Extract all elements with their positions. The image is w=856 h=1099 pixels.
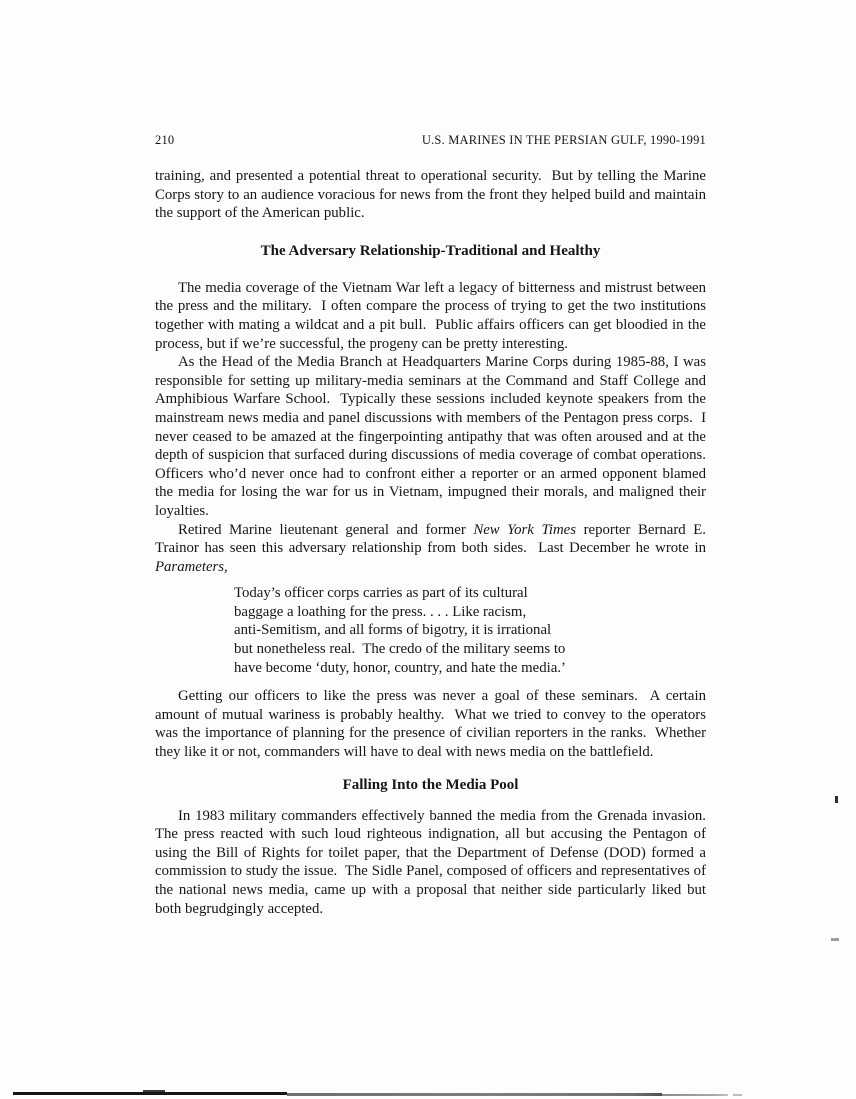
- block-quote-trainor: [234, 584, 590, 677]
- paragraph-seminar-goal: Getting our officers to like the press was never a goal of these seminars. A certain amount of mutual wariness is probably healthy. What we tried to convey to the operators was the importance of planning for the presence of civilian reporters in the ranks. Whether they like it or not, commanders will have to deal with news media on the battlefield.: [155, 688, 710, 761]
- paragraph-continuation: training, and presented a potential threat to operational security. But by telling the Marine Corps story to an audience voracious for news from the front they helped build and maintain the support of the American public.: [155, 168, 710, 222]
- quote-line: have become ‘duty, honor, country, and hate the media.’: [234, 659, 566, 676]
- paragraph-trainor: [155, 521, 710, 577]
- quote-line: Today’s officer corps carries as part of its cultural: [234, 585, 528, 602]
- paragraph-media-coverage: The media coverage of the Vietnam War left a legacy of bitterness and mistrust between the press and the military. I often compare the process of trying to get the two institutions together with mating a wildcat and a pit bull. Public affairs officers can get bloodied in the process, but if we’re successful, the progeny can be pretty interesting.: [155, 279, 710, 352]
- section-heading-adversary-relationship: The Adversary Relationship-Traditional and Healthy: [260, 242, 601, 259]
- quote-line: anti-Semitism, and all forms of bigotry, it is irrational: [234, 622, 552, 639]
- section-heading-media-pool: Falling Into the Media Pool: [342, 776, 519, 793]
- scan-artifact-bar-tail: [733, 1094, 742, 1096]
- scan-artifact-bar-gray: [287, 1093, 662, 1096]
- scan-artifact-edge-tick: [835, 796, 838, 803]
- text-segment: reporter Bernard E. Trainor has seen this adversary relationship from both sides. Last December he wrote in: [155, 521, 710, 557]
- publication-name-parameters: Parameters,: [155, 558, 228, 575]
- scan-artifact-edge-dash: [831, 938, 839, 941]
- scan-artifact-bar-black: [13, 1092, 287, 1095]
- page-header: [155, 133, 706, 147]
- text-segment: Retired Marine lieutenant general and former: [178, 521, 474, 538]
- text-column: [155, 133, 714, 918]
- publication-name-nyt: New York Times: [473, 521, 576, 538]
- paragraph-media-branch: As the Head of the Media Branch at Headquarters Marine Corps during 1985-88, I was responsible for setting up military-media seminars at the Command and Staff College and Amphibious Warfare School. Typically these sessions included keynote speakers from the mainstream news media and panel discussions with members of the Pentagon press corps. I never ceased to be amazed at the fingerpointing antipathy that was often aroused and at the depth of suspicion that surfaced during discussions of media coverage of combat operations. Officers who’d never once had to confront either a reporter or an armed opponent blamed the media for losing the war for us in Vietnam, impugned their morals, and maligned their loyalties.: [155, 354, 714, 519]
- page-number: 210: [155, 133, 175, 147]
- paragraph-grenada: In 1983 military commanders effectively banned the media from the Grenada invasion. The press reacted with such loud righteous indignation, all but accusing the Pentagon of using the Bill of Rights for toilet paper, that the Department of Defense (DOD) formed a commission to study the issue. The Sidle Panel, composed of officers and representatives of the national news media, came up with a proposal that neither side particularly liked but both begrudgingly accepted.: [155, 807, 714, 917]
- running-title: U.S. MARINES IN THE PERSIAN GULF, 1990-1991: [421, 133, 706, 147]
- scan-artifact-bar-light: [662, 1094, 728, 1096]
- quote-line: but nonetheless real. The credo of the military seems to: [234, 641, 566, 658]
- quote-line: baggage a loathing for the press. . . . Like racism,: [234, 603, 527, 620]
